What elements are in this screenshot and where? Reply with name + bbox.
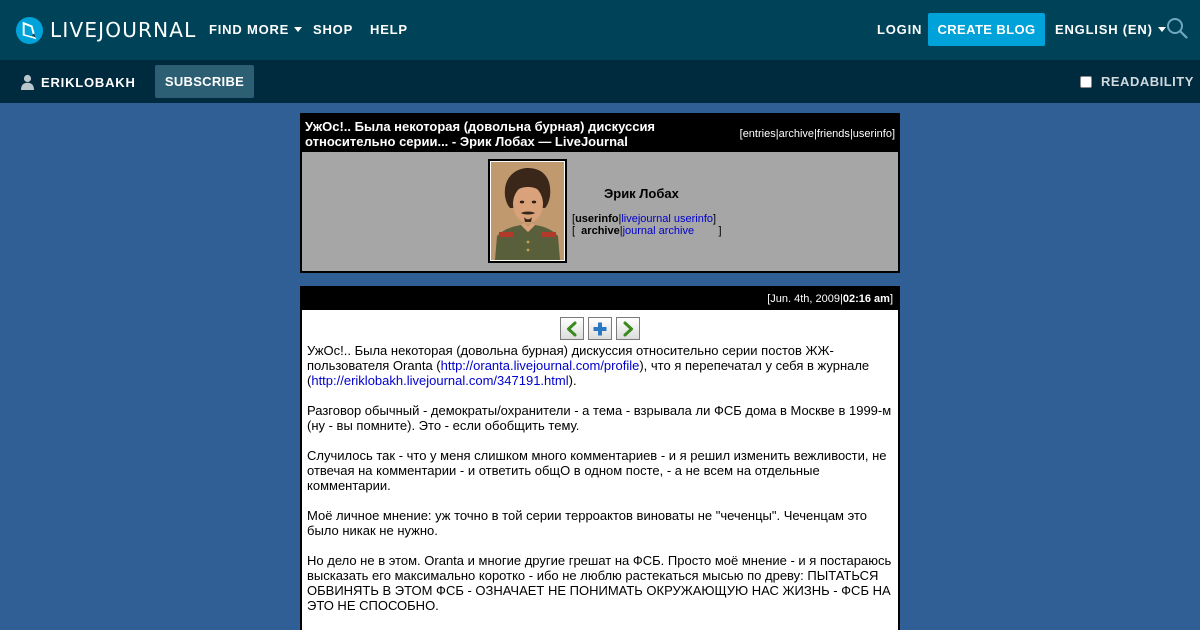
oranta-profile-link[interactable]: http://oranta.livejournal.com/profile xyxy=(440,358,640,373)
entry-header xyxy=(302,288,898,310)
journal-info-links xyxy=(572,213,722,237)
info-label: userinfo xyxy=(575,213,619,225)
entry-text: ), что я перепечатал у себя в журнале ( xyxy=(307,358,870,388)
livejournal-userinfo-link[interactable]: livejournal userinfo xyxy=(621,213,714,225)
link-archive[interactable]: archive xyxy=(778,128,815,140)
journal-subheader xyxy=(0,60,1200,103)
entry-text: ). xyxy=(568,373,577,388)
entry-body xyxy=(307,343,892,628)
add-to-memories-button[interactable] xyxy=(588,317,612,340)
journal-user-link[interactable] xyxy=(20,74,136,90)
link-userinfo[interactable]: userinfo xyxy=(852,128,892,140)
journal-title-bar xyxy=(302,115,898,152)
add-memory-icon xyxy=(592,321,608,337)
readability-checkbox[interactable] xyxy=(1080,76,1092,88)
journal-header-panel xyxy=(300,113,900,273)
chevron-down-icon xyxy=(1158,27,1166,32)
entry-time[interactable]: 02:16 am xyxy=(842,293,890,305)
next-entry-icon xyxy=(620,321,636,337)
journal-archive-link[interactable]: journal archive xyxy=(622,225,695,237)
entry-text: УжОс!.. Была некоторая (довольна бурная) дискуссия относительно серии постов ЖЖ-пользователя Oranta ( xyxy=(307,343,834,373)
nav-help[interactable]: HELP xyxy=(370,22,408,37)
logo-text: LIVEJOURNAL xyxy=(50,18,197,42)
entry-date: Jun. 4th, 2009 xyxy=(770,293,840,305)
entry-paragraph xyxy=(307,343,892,388)
info-row-archive: [ archive|journal archive ] xyxy=(572,225,722,237)
previous-entry-button[interactable] xyxy=(560,317,584,340)
readability-toggle[interactable] xyxy=(1080,74,1194,89)
nav-shop[interactable]: SHOP xyxy=(313,22,354,37)
readability-label: READABILITY xyxy=(1101,74,1194,89)
journal-username: ERIKLOBAKH xyxy=(41,74,136,90)
entry-datetime: [Jun. 4th, 2009|02:16 am] xyxy=(767,293,893,305)
entry-panel xyxy=(300,286,900,630)
subscribe-button[interactable]: SUBSCRIBE xyxy=(155,65,254,98)
livejournal-logo[interactable] xyxy=(15,15,197,45)
next-entry-button[interactable] xyxy=(616,317,640,340)
language-label: ENGLISH (EN) xyxy=(1055,22,1153,37)
entry-paragraph: Случилось так - что у меня слишком много комментариев - и я решил изменить вежливости, не отвечая на комментарии - и ответить общО в одном посте, - а не всем на отдельные комментарии. xyxy=(307,448,887,493)
journal-page-title: УжОс!.. Была некоторая (довольна бурная) дискуссия относительно серии... - Эрик Лобах — LiveJournal xyxy=(305,119,656,149)
journal-display-name: Эрик Лобах xyxy=(604,186,679,201)
create-blog-button[interactable]: CREATE BLOG xyxy=(928,13,1045,46)
top-header xyxy=(0,0,1200,60)
chevron-down-icon xyxy=(294,27,302,32)
journal-nav-links: [entries|archive|friends|userinfo] xyxy=(739,128,895,140)
link-friends[interactable]: friends xyxy=(816,128,850,140)
entry-paragraph: Разговор обычный - демократы/охранители - а тема - взрывала ли ФСБ дома в Москве в 1999-м (ну - вы помните). Это - если обобщить тему. xyxy=(307,403,892,433)
prev-entry-icon xyxy=(564,321,580,337)
userpic[interactable] xyxy=(488,159,567,263)
nav-find-more-label: FIND MORE xyxy=(209,22,290,37)
login-link[interactable]: LOGIN xyxy=(877,22,923,37)
entry-paragraph: Моё личное мнение: уж точно в той серии терроактов виноваты не "чеченцы". Чеченцам это было никак не нужно. xyxy=(307,508,867,538)
link-entries[interactable]: entries xyxy=(742,128,776,140)
entry-post-link[interactable]: http://eriklobakh.livejournal.com/347191.html xyxy=(311,373,569,388)
entry-paragraph: Но дело не в этом. Oranta и многие другие грешат на ФСБ. Просто моё мнение - и я постараюсь высказать его максимально коротко - ибо не люблю растекаться мысью по древу: ПЫТАТЬСЯ ОБВИНЯТЬ В ЭТОМ ФСБ - ОЗНАЧАЕТ НЕ ПОНИМАТЬ ОКРУЖАЮЩУЮ НАС ЖИЗНЬ - ФСБ НА ЭТО НЕ СПОСОБНО. xyxy=(307,553,892,613)
livejournal-logo-icon xyxy=(15,16,44,45)
language-selector[interactable] xyxy=(1055,22,1166,38)
entry-navigation xyxy=(560,317,640,340)
user-icon xyxy=(20,74,35,90)
info-label: archive xyxy=(581,225,620,237)
nav-find-more[interactable] xyxy=(209,22,302,38)
info-row-userinfo: [userinfo|livejournal userinfo] xyxy=(572,213,717,225)
userpic-image xyxy=(491,162,564,260)
search-icon[interactable] xyxy=(1166,17,1188,39)
